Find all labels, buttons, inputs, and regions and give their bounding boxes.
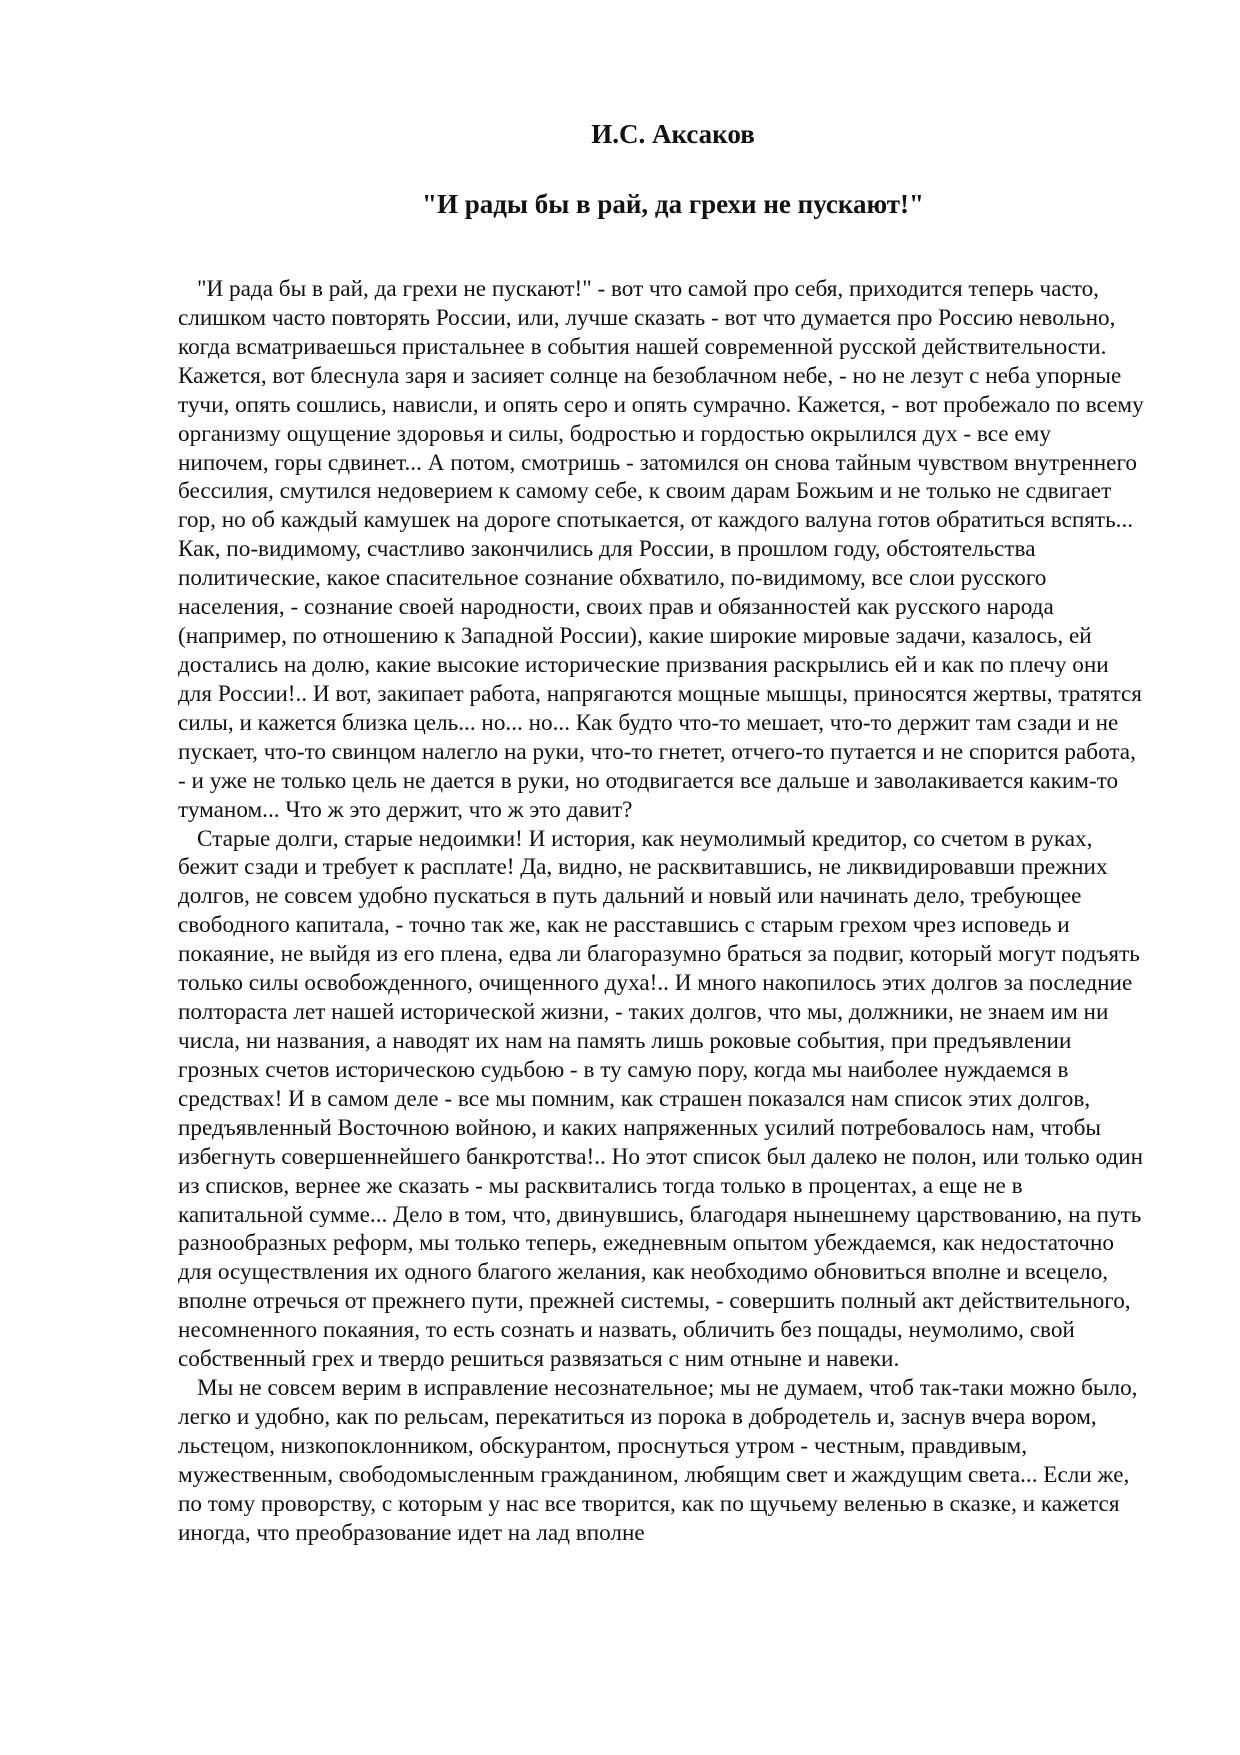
article-body: [178, 275, 1146, 1548]
paragraph: Старые долги, старые недоимки! И история, как неумолимый кредитор, со счетом в руках, бежит сзади и требует к расплате! Да, видно, не расквитавшись, не ликвидировавши прежних долгов, не совсем удобно пускаться в путь дальний и новый или начинать дело, требующее свободного капитала, - точно так же, как не расставшись с старым грехом чрез исповедь и покаяние, не выйдя из его плена, едва ли благоразумно браться за подвиг, который могут подъять только силы освобожденного, очищенного духа!.. И много накопилось этих долгов за последние полтораста лет нашей исторической жизни, - таких долгов, что мы, должники, не знаем им ни числа, ни названия, а наводят их нам на память лишь роковые события, при предъявлении грозных счетов историческою судьбою - в ту самую пору, когда мы наиболее нуждаемся в средствах! И в самом деле - все мы помним, как страшен показался нам список этих долгов, предъявленный Восточною войною, и каких напряженных усилий потребовалось нам, чтобы избегнуть совершеннейшего банкротства!.. Но этот список был далеко не полон, или только один из списков, вернее же сказать - мы расквитались тогда только в процентах, а еще не в капитальной сумме... Дело в том, что, двинувшись, благодаря нынешнему царствованию, на путь разнообразных реформ, мы только теперь, ежедневным опытом убеждаемся, как недостаточно для осуществления их одного благого желания, как необходимо обновиться вполне и всецело, вполне отречься от прежнего пути, прежней системы, - совершить полный акт действительного, несомненного покаяния, то есть сознать и назвать, обличить без пощады, неумолимо, свой собственный грех и твердо решиться развязаться с ним отныне и навеки.: [178, 825, 1144, 1373]
article-title: "И рады бы в рай, да грехи не пускают!": [421, 189, 925, 219]
paragraph: "И рада бы в рай, да грехи не пускают!" - вот что самой про себя, приходится теперь часто, слишком часто повторять России, или, лучше сказать - вот что думается про Россию невольно, когда всматриваешься пристальнее в события нашей современной русской действительности. Кажется, вот блеснула заря и засияет солнце на безоблачном небе, - но не лезут с неба упорные тучи, опять сошлись, нависли, и опять серо и опять сумрачно. Кажется, - вот пробежало по всему организму ощущение здоровья и силы, бодростью и гордостью окрылился дух - все ему нипочем, горы сдвинет... А потом, смотришь - затомился он снова тайным чувством внутреннего бессилия, смутился недоверием к самому себе, к своим дарам Божьим и не только не сдвигает гор, но об каждый камушек на дороге спотыкается, от каждого валуна готов обратиться вспять... Как, по-видимому, счастливо закончились для России, в прошлом году, обстоятельства политические, какое спасительное сознание обхватило, по-видимому, все слои русского населения, - сознание своей народности, своих прав и обязанностей как русского народа (например, по отношению к Западной России), какие широкие мировые задачи, казалось, ей достались на долю, какие высокие исторические призвания раскрылись ей и как по плечу они для России!.. И вот, закипает работа, напрягаются мощные мышцы, приносятся жертвы, тратятся силы, и кажется близка цель... но... но... Как будто что-то мешает, что-то держит там сзади и не пускает, что-то свинцом налегло на руки, что-то гнетет, отчего-то путается и не спорится работа, - и уже не только цель не дается в руки, но отодвигается все дальше и заволакивается каким-то туманом... Что ж это держит, что ж это давит?: [178, 276, 1144, 823]
paragraph: Мы не совсем верим в исправление несознательное; мы не думаем, чтоб так-таки можно было, легко и удобно, как по рельсам, перекатиться из порока в добродетель и, заснув вчера вором, льстецом, низкопоклонником, обскурантом, проснуться утром - честным, правдивым, мужественным, свободомысленным гражданином, любящим свет и жаждущим света... Если же, по тому проворству, с которым у нас все творится, как по щучьему веленью в сказке, и кажется иногда, что преобразование идет на лад вполне: [178, 1375, 1138, 1546]
author-heading: И.С. Аксаков: [591, 119, 755, 149]
